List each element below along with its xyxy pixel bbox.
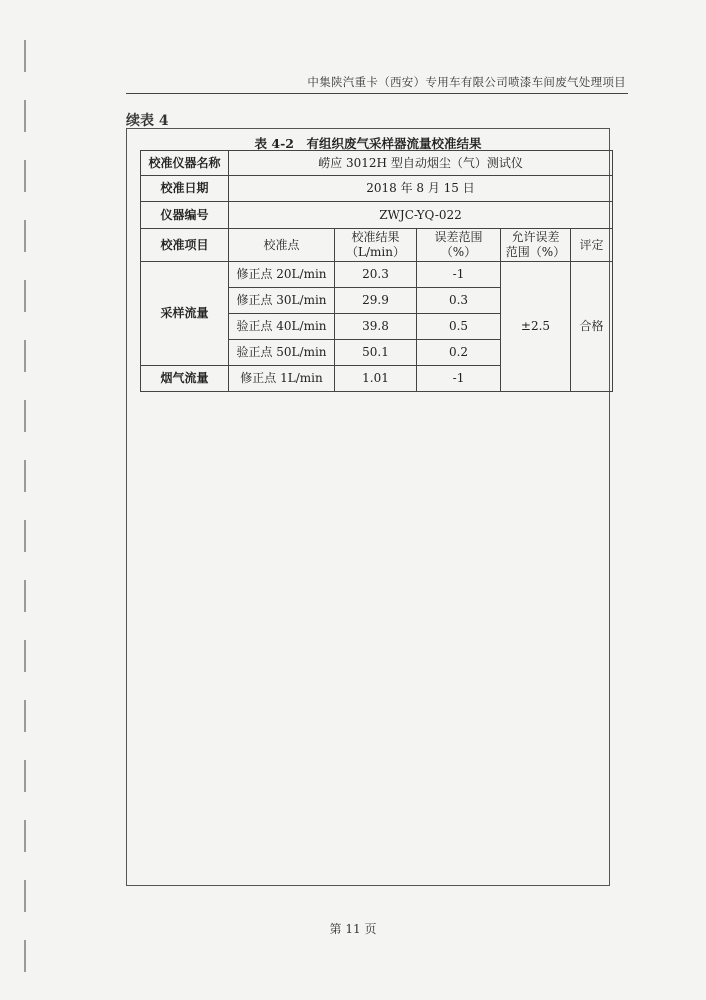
instrument-name-row	[141, 151, 613, 176]
allowed-error-value: ±2.5	[501, 262, 571, 392]
row-point: 验正点 40L/min	[229, 314, 335, 340]
header-project-title: 中集陕汽重卡（西安）专用车有限公司喷漆车间废气处理项目	[307, 75, 626, 89]
row-point: 验正点 50L/min	[229, 340, 335, 366]
col-header-result	[335, 229, 417, 262]
col-header-error-line1: 误差范围	[434, 230, 483, 244]
col-header-allowed	[501, 229, 571, 262]
verdict-value: 合格	[571, 262, 613, 392]
date-value: 2018 年 8 月 15 日	[229, 176, 613, 202]
date-label: 校准日期	[141, 176, 229, 202]
page-number: 第 11 页	[329, 922, 377, 936]
col-header-point: 校准点	[229, 229, 335, 262]
col-header-allowed-line2: 范围（%）	[505, 245, 566, 259]
col-header-error	[417, 229, 501, 262]
col-header-allowed-line1: 允许误差	[511, 230, 560, 244]
row-point: 修正点 1L/min	[229, 366, 335, 392]
column-header-row	[141, 229, 613, 262]
row-result: 39.8	[335, 314, 417, 340]
row-point: 修正点 20L/min	[229, 262, 335, 288]
binding-marks	[24, 40, 27, 990]
col-header-error-line2: （%）	[440, 245, 477, 259]
table-title: 表 4-2 有组织废气采样器流量校准结果	[254, 136, 482, 151]
row-error: 0.2	[417, 340, 501, 366]
row-result: 20.3	[335, 262, 417, 288]
row-point: 修正点 30L/min	[229, 288, 335, 314]
row-error: -1	[417, 262, 501, 288]
date-row	[141, 176, 613, 202]
flue-gas-flow-label: 烟气流量	[141, 366, 229, 392]
row-error: -1	[417, 366, 501, 392]
calibration-table	[140, 150, 613, 392]
row-error: 0.5	[417, 314, 501, 340]
serial-label: 仪器编号	[141, 202, 229, 229]
col-header-result-line1: 校准结果	[351, 230, 400, 244]
sampling-flow-label: 采样流量	[141, 262, 229, 366]
serial-value: ZWJC-YQ-022	[229, 202, 613, 229]
serial-row	[141, 202, 613, 229]
col-header-verdict: 评定	[571, 229, 613, 262]
row-result: 1.01	[335, 366, 417, 392]
table-row	[141, 262, 613, 288]
col-header-item: 校准项目	[141, 229, 229, 262]
col-header-result-line2: （L/min）	[346, 245, 405, 259]
continued-label: 续表 4	[126, 113, 169, 129]
row-result: 50.1	[335, 340, 417, 366]
header-rule	[126, 93, 628, 94]
row-error: 0.3	[417, 288, 501, 314]
row-result: 29.9	[335, 288, 417, 314]
instrument-name-label: 校准仪器名称	[141, 151, 229, 176]
instrument-name-value: 崂应 3012H 型自动烟尘（气）测试仪	[229, 151, 613, 176]
